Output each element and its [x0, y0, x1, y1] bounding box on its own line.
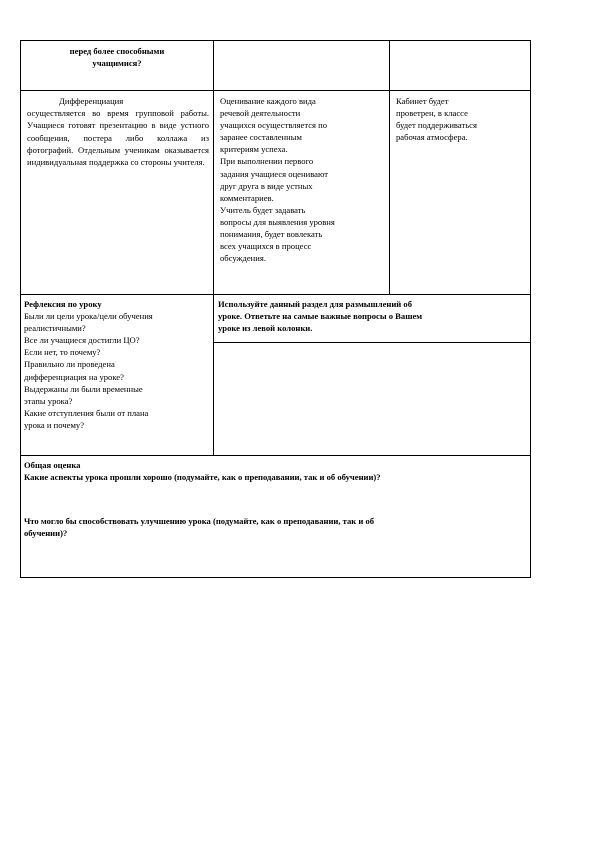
reflection-cell	[24, 298, 212, 431]
assessment-line: речевой деятельности	[220, 108, 301, 119]
assessment-line: обсуждения.	[220, 253, 266, 264]
instruction-line: Используйте данный раздел для размышлений об	[218, 299, 412, 309]
overall-question-2-line: Что могло бы способствовать улучшению урока (подумайте, как о преподавании, так и об	[24, 516, 375, 527]
assessment-cell	[220, 95, 388, 264]
table-top-border	[20, 40, 531, 41]
table-right-border	[530, 40, 531, 577]
reflection-question: Какие отступления были от плана	[24, 407, 149, 418]
reflection-question: урока и почему?	[24, 419, 85, 430]
reflection-question: Правильно ли проведена	[24, 359, 115, 370]
row1-col1-line: перед более способными	[69, 46, 165, 56]
col1-divider	[213, 40, 214, 455]
instruction-line: уроке из левой колонки.	[218, 323, 313, 334]
assessment-line: Учитель будет задавать	[220, 204, 306, 215]
overall-title: Общая оценка	[24, 460, 81, 470]
assessment-line: учащихся осуществляется по	[220, 120, 328, 131]
reflection-question: Были ли цели урока/цели обучения	[24, 311, 153, 322]
reflection-question: дифференциация на уроке?	[24, 371, 124, 382]
classroom-line: будет поддерживаться	[396, 120, 477, 131]
assessment-line: комментариев.	[220, 192, 274, 203]
classroom-line: рабочая атмосфера.	[396, 132, 468, 143]
assessment-line: понимания, будет вовлекать	[220, 229, 323, 240]
differentiation-heading: Дифференциация	[59, 96, 124, 106]
classroom-cell	[396, 95, 528, 143]
row2-bottom-border	[20, 294, 531, 295]
col2-divider	[389, 40, 390, 294]
overall-question-1: Какие аспекты урока прошли хорошо (подумайте, как о преподавании, так и об обучении)?	[24, 472, 381, 483]
assessment-line: Оценивание каждого вида	[220, 96, 316, 106]
reflection-question: Если нет, то почему?	[24, 347, 101, 358]
table-left-border	[20, 40, 21, 577]
overall-question-2-line: обучении)?	[24, 528, 68, 539]
reflection-question: этапы урока?	[24, 395, 73, 406]
assessment-line: При выполнении первого	[220, 156, 314, 167]
differentiation-text: осуществляется во время групповой работы. Учащиеся готовят презентацию в виде устного сообщения, постера либо коллажа из фотографий. Отдельным ученикам оказывается индивидуальная поддержка со стороны учителя.	[27, 108, 209, 168]
instruction-bottom-border	[213, 342, 531, 343]
reflection-question: реалистичными?	[24, 323, 86, 334]
assessment-line: задания учащиеся оценивают	[220, 168, 329, 179]
classroom-line: Кабинет будет	[396, 96, 449, 106]
row1-col1-line: учащимися?	[92, 58, 142, 69]
classroom-line: проветрен, в классе	[396, 108, 468, 119]
reflection-question: Все ли учащиеся достигли ЦО?	[24, 335, 140, 346]
reflection-instruction	[218, 298, 528, 334]
reflection-bottom-border	[20, 455, 531, 456]
assessment-line: заранее составленным	[220, 132, 302, 143]
reflection-title: Рефлексия по уроку	[24, 299, 102, 309]
instruction-line: уроке. Ответьте на самые важные вопросы о Вашем	[218, 311, 423, 322]
assessment-line: вопросы для выявления уровня	[220, 216, 335, 227]
differentiation-cell	[27, 95, 209, 169]
reflection-question: Выдержаны ли были временные	[24, 383, 143, 394]
assessment-line: критериям успеха.	[220, 144, 288, 155]
assessment-line: всех учащихся в процесс	[220, 241, 312, 252]
row1-bottom-border	[20, 90, 531, 91]
table-bottom-border	[20, 577, 531, 578]
assessment-line: друг друга в виде устных	[220, 180, 313, 191]
row1-col1-text	[22, 45, 212, 69]
overall-assessment-cell	[24, 459, 529, 539]
